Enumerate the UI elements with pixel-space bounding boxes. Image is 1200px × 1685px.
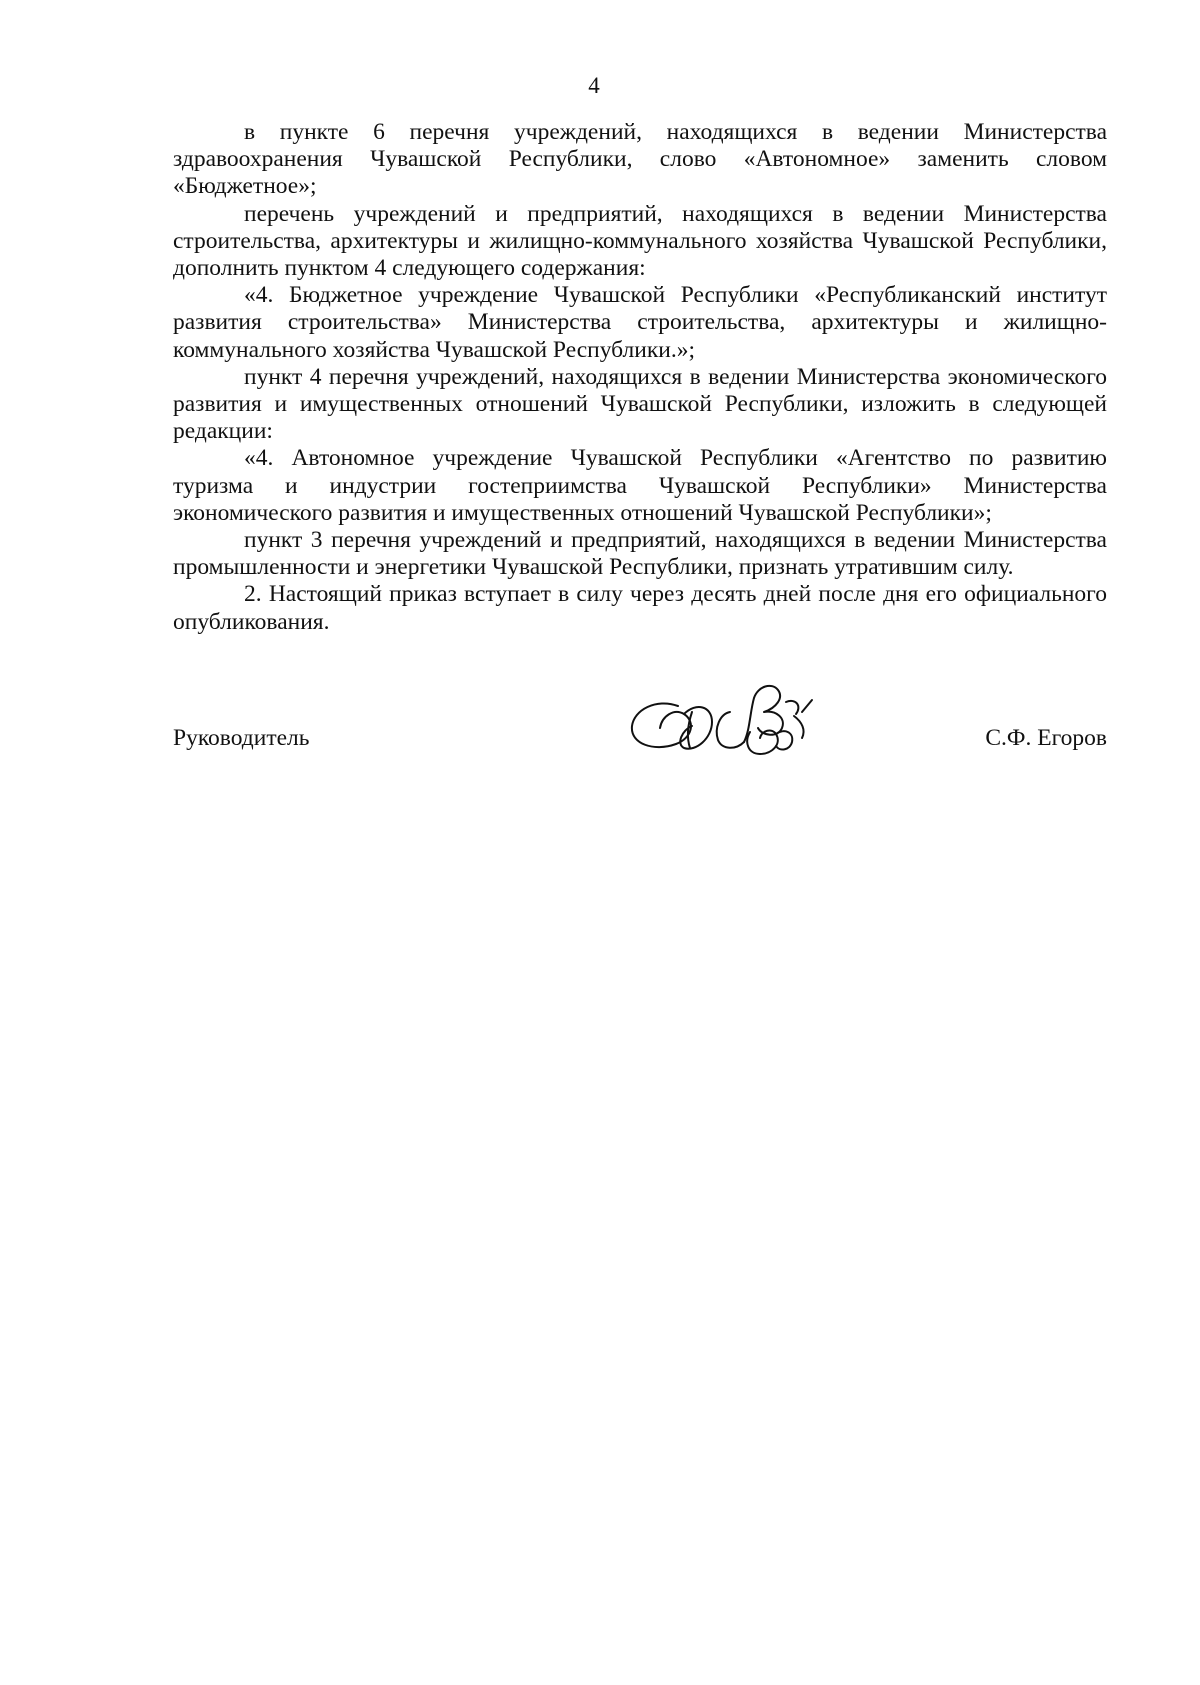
paragraph-economy-item-4: «4. Автономное учреждение Чувашской Республики «Агентство по развитию туризма и индустрии гостеприимства Чувашской Республики» Министерства экономического развития и имущественных отношений Чувашской Республики»; — [173, 445, 1107, 526]
page-number: 4 — [588, 73, 600, 98]
signature-block — [173, 672, 1107, 752]
handwritten-signature — [626, 672, 826, 764]
paragraph-economy-ministry: пункт 4 перечня учреждений, находящихся в ведении Министерства экономического развития и имущественных отношений Чувашской Республики, изложить в следующей редакции: — [173, 363, 1107, 445]
paragraph-effective-date: 2. Настоящий приказ вступает в силу через десять дней после дня его официального опубликования. — [173, 581, 1107, 635]
signatory-role: Руководитель — [173, 725, 310, 751]
signatory-name: С.Ф. Егоров — [985, 725, 1107, 751]
paragraph-construction-item-4: «4. Бюджетное учреждение Чувашской Республики «Республиканский институт развития строительства» Министерства строительства, архитектуры и жилищно-коммунального хозяйства Чувашской Республики.»; — [173, 282, 1107, 363]
paragraph-industry-ministry: пункт 3 перечня учреждений и предприятий, находящихся в ведении Министерства промышленности и энергетики Чувашской Республики, признать утратившим силу. — [173, 527, 1107, 581]
paragraph-health-ministry: в пункте 6 перечня учреждений, находящихся в ведении Министерства здравоохранения Чувашской Республики, слово «Автономное» заменить словом «Бюджетное»; — [173, 119, 1107, 200]
document-body — [173, 119, 1107, 636]
paragraph-construction-ministry: перечень учреждений и предприятий, находящихся в ведении Министерства строительства, архитектуры и жилищно-коммунального хозяйства Чувашской Республики, дополнить пунктом 4 следующего содержания: — [173, 200, 1107, 282]
